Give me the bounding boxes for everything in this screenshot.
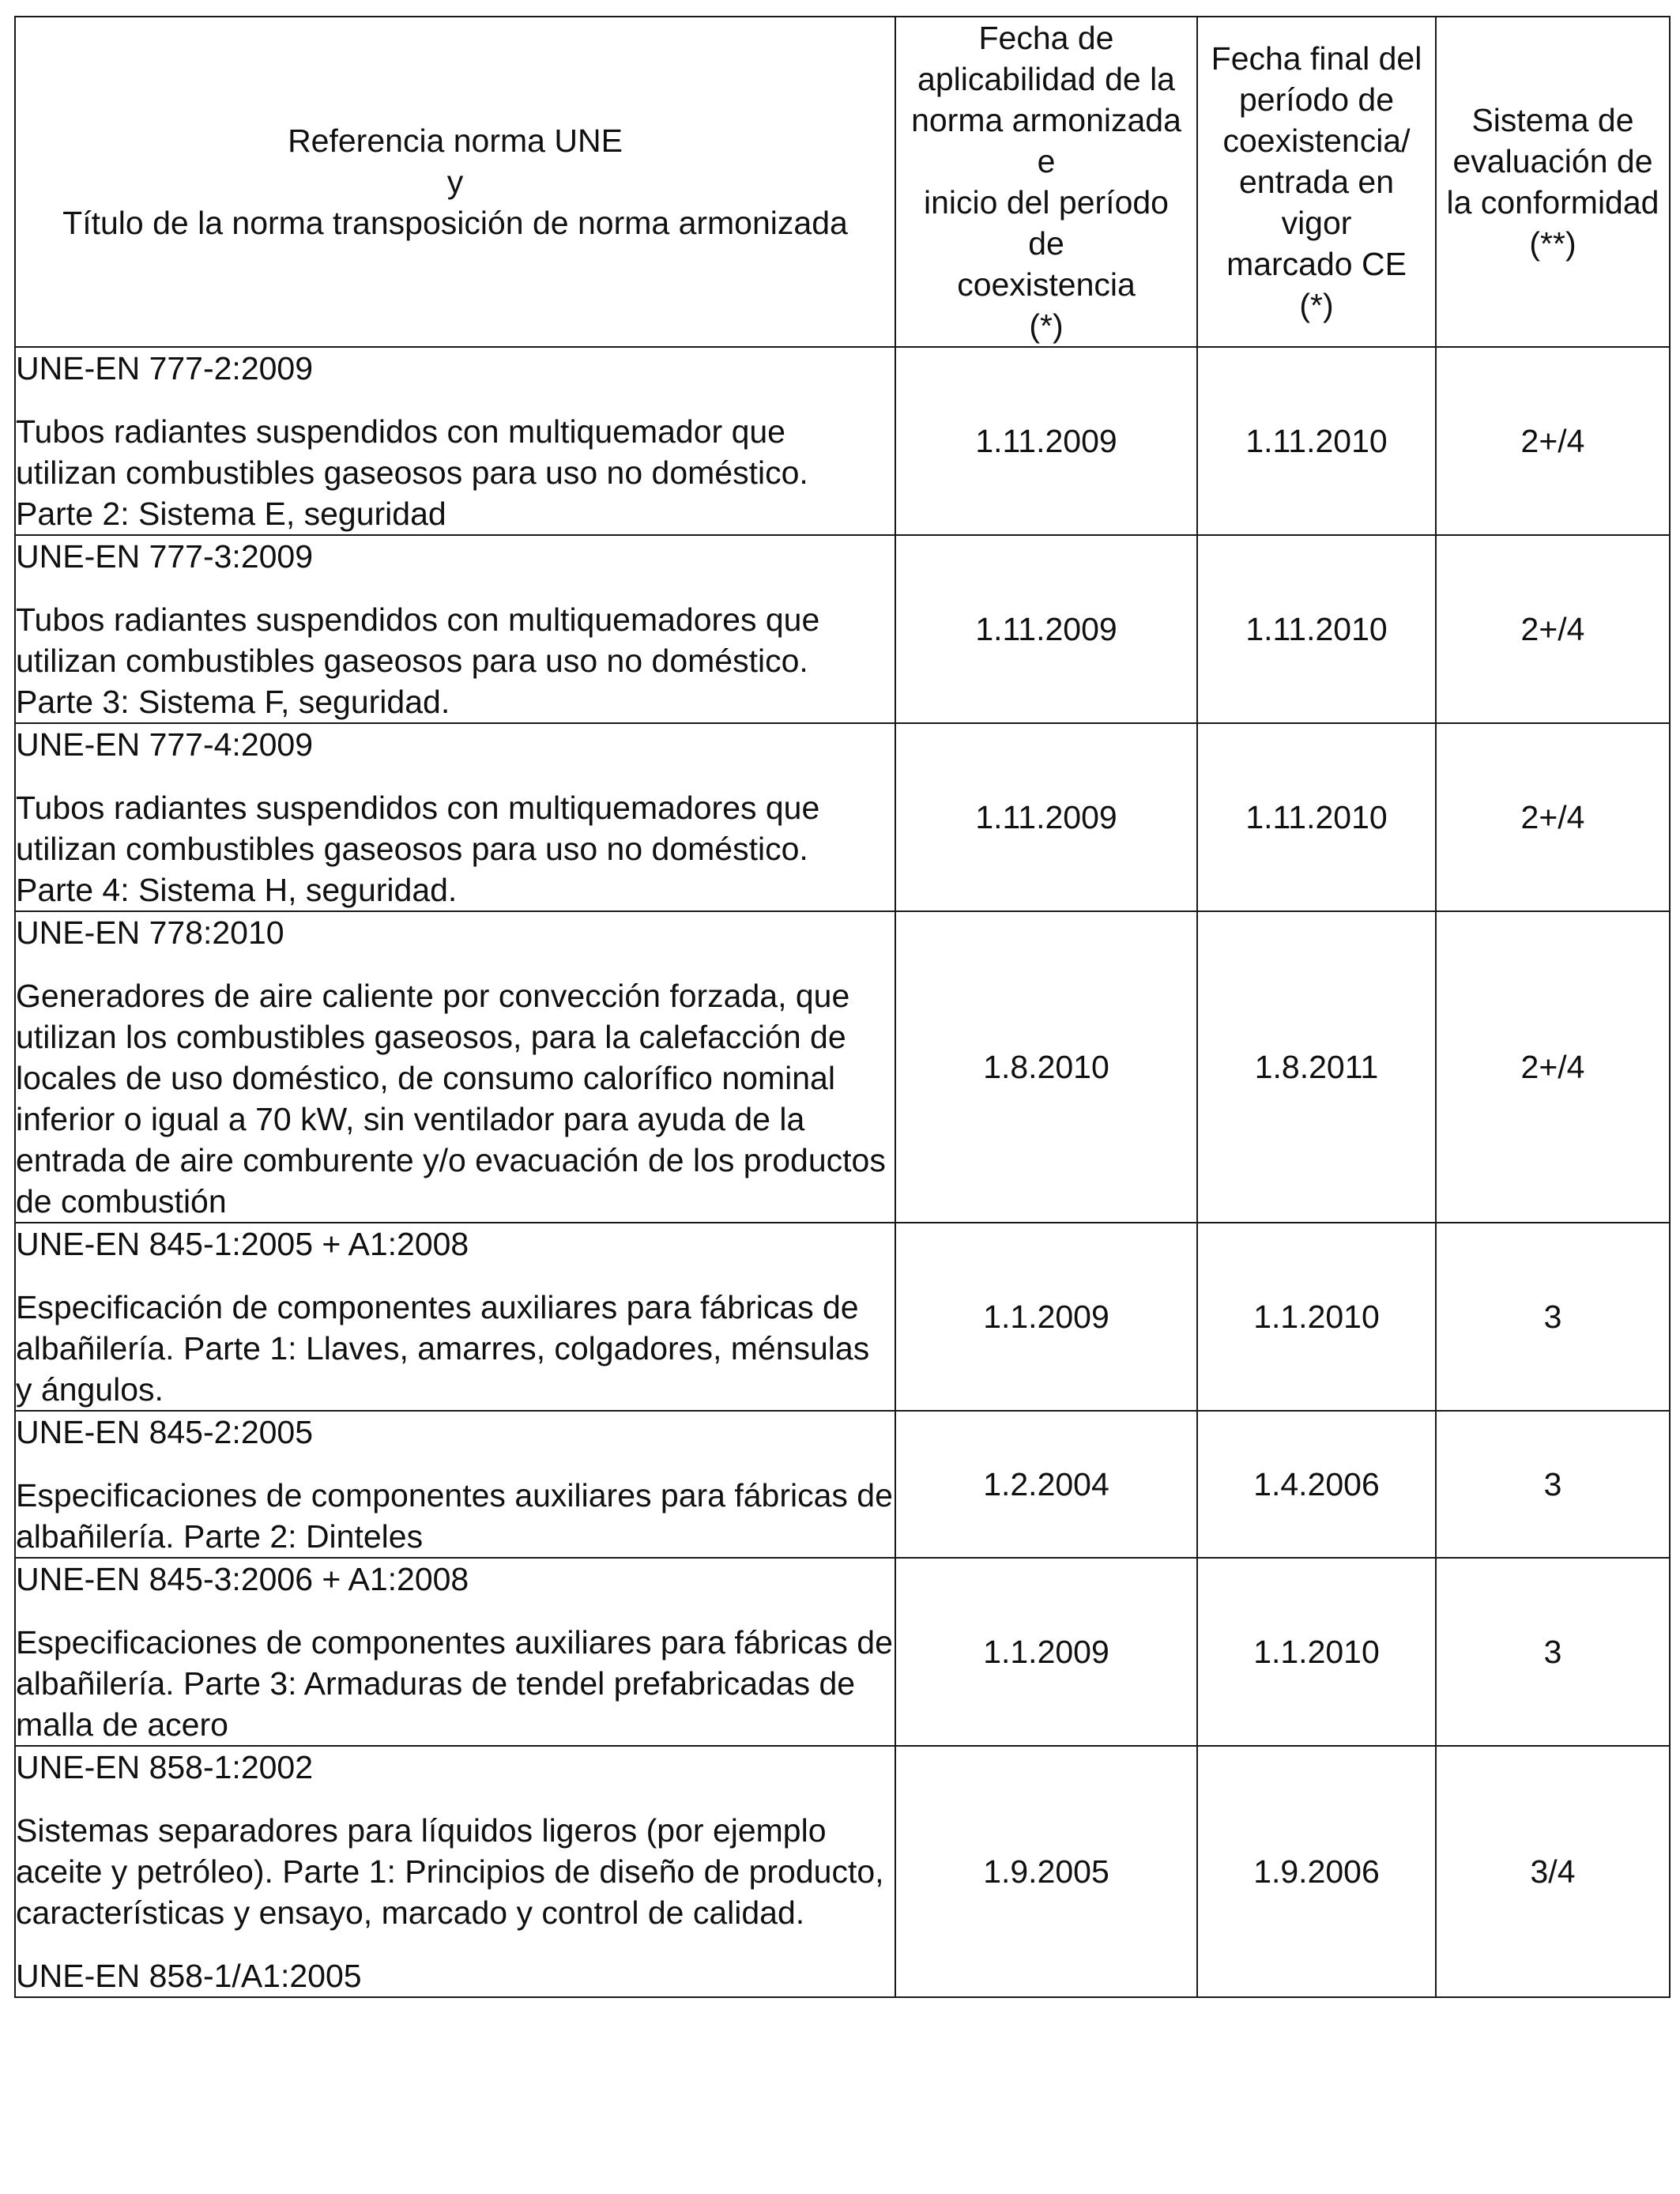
reference-cell [15, 911, 895, 1223]
header-coexistence-end-date: Fecha final del período de coexistencia/ entrada en vigor marcado CE (*) [1197, 17, 1436, 347]
applicability-date: 1.9.2005 [895, 1746, 1197, 1997]
standard-title: Especificación de componentes auxiliares para fábricas de albañilería. Parte 1: Llaves, amarres, colgadores, ménsulas y ángulos. [16, 1289, 870, 1408]
reference-cell [15, 1223, 895, 1411]
applicability-date: 1.11.2009 [895, 535, 1197, 723]
applicability-date: 1.2.2004 [895, 1411, 1197, 1558]
table-row [15, 1746, 1670, 1997]
standard-title: Tubos radiantes suspendidos con multiquemadores que utilizan combustibles gaseosos para uso no doméstico. Parte 3: Sistema F, seguridad. [16, 601, 820, 720]
table-body [15, 347, 1670, 1997]
conformity-system: 3 [1436, 1558, 1670, 1746]
standard-code: UNE-EN 778:2010 [16, 914, 284, 951]
standard-title: Especificaciones de componentes auxiliares para fábricas de albañilería. Parte 3: Armaduras de tendel prefabricadas de malla de acero [16, 1624, 893, 1743]
coexistence-end-date: 1.1.2010 [1197, 1223, 1436, 1411]
applicability-date: 1.8.2010 [895, 911, 1197, 1223]
reference-cell [15, 535, 895, 723]
table-row [15, 1223, 1670, 1411]
standard-code: UNE-EN 858-1:2002 [16, 1749, 314, 1785]
standard-code: UNE-EN 777-2:2009 [16, 350, 314, 386]
table-row [15, 347, 1670, 535]
coexistence-end-date: 1.11.2010 [1197, 535, 1436, 723]
conformity-system: 2+/4 [1436, 535, 1670, 723]
coexistence-end-date: 1.1.2010 [1197, 1558, 1436, 1746]
standard-code: UNE-EN 845-1:2005 + A1:2008 [16, 1226, 469, 1262]
header-row [15, 17, 1670, 347]
reference-cell [15, 1558, 895, 1746]
standard-code: UNE-EN 777-4:2009 [16, 726, 314, 763]
conformity-system: 3 [1436, 1411, 1670, 1558]
standard-title: Tubos radiantes suspendidos con multiquemador que utilizan combustibles gaseosos para uso no doméstico. Parte 2: Sistema E, seguridad [16, 413, 808, 532]
table-row [15, 535, 1670, 723]
conformity-system: 2+/4 [1436, 911, 1670, 1223]
table-row [15, 1411, 1670, 1558]
standard-title: Sistemas separadores para líquidos ligeros (por ejemplo aceite y petróleo). Parte 1: Principios de diseño de producto, características y ensayo, marcado y control de calidad. [16, 1812, 884, 1931]
applicability-date: 1.11.2009 [895, 347, 1197, 535]
header-reference: Referencia norma UNE y Título de la norma transposición de norma armonizada [15, 17, 895, 347]
coexistence-end-date: 1.9.2006 [1197, 1746, 1436, 1997]
table-row [15, 911, 1670, 1223]
standard-title: Especificaciones de componentes auxiliares para fábricas de albañilería. Parte 2: Dinteles [16, 1477, 893, 1555]
standard-code: UNE-EN 845-2:2005 [16, 1414, 314, 1450]
standard-title: Generadores de aire caliente por convección forzada, que utilizan los combustibles gaseosos, para la calefacción de locales de uso doméstico, de consumo calorífico nominal inferior o igual a 70 kW, sin ventilador para ayuda de la entrada de aire comburente y/o evacuación de los productos de combustión [16, 978, 886, 1220]
header-conformity-system: Sistema de evaluación de la conformidad (**) [1436, 17, 1670, 347]
conformity-system: 3 [1436, 1223, 1670, 1411]
reference-cell [15, 1746, 895, 1997]
header-applicability-date: Fecha de aplicabilidad de la norma armonizada e inicio del período de coexistencia (*) [895, 17, 1197, 347]
reference-cell [15, 1411, 895, 1558]
conformity-system: 2+/4 [1436, 347, 1670, 535]
standard-title: Tubos radiantes suspendidos con multiquemadores que utilizan combustibles gaseosos para uso no doméstico. Parte 4: Sistema H, seguridad. [16, 790, 820, 908]
applicability-date: 1.1.2009 [895, 1558, 1197, 1746]
standard-code: UNE-EN 777-3:2009 [16, 538, 314, 575]
table-header [15, 17, 1670, 347]
reference-cell [15, 723, 895, 911]
conformity-system: 2+/4 [1436, 723, 1670, 911]
harmonized-standards-table [14, 16, 1671, 1998]
table-row [15, 1558, 1670, 1746]
standard-amendment: UNE-EN 858-1/A1:2005 [16, 1958, 362, 1994]
coexistence-end-date: 1.11.2010 [1197, 723, 1436, 911]
table-row [15, 723, 1670, 911]
applicability-date: 1.1.2009 [895, 1223, 1197, 1411]
reference-cell [15, 347, 895, 535]
coexistence-end-date: 1.4.2006 [1197, 1411, 1436, 1558]
coexistence-end-date: 1.8.2011 [1197, 911, 1436, 1223]
coexistence-end-date: 1.11.2010 [1197, 347, 1436, 535]
conformity-system: 3/4 [1436, 1746, 1670, 1997]
standard-code: UNE-EN 845-3:2006 + A1:2008 [16, 1561, 469, 1597]
applicability-date: 1.11.2009 [895, 723, 1197, 911]
